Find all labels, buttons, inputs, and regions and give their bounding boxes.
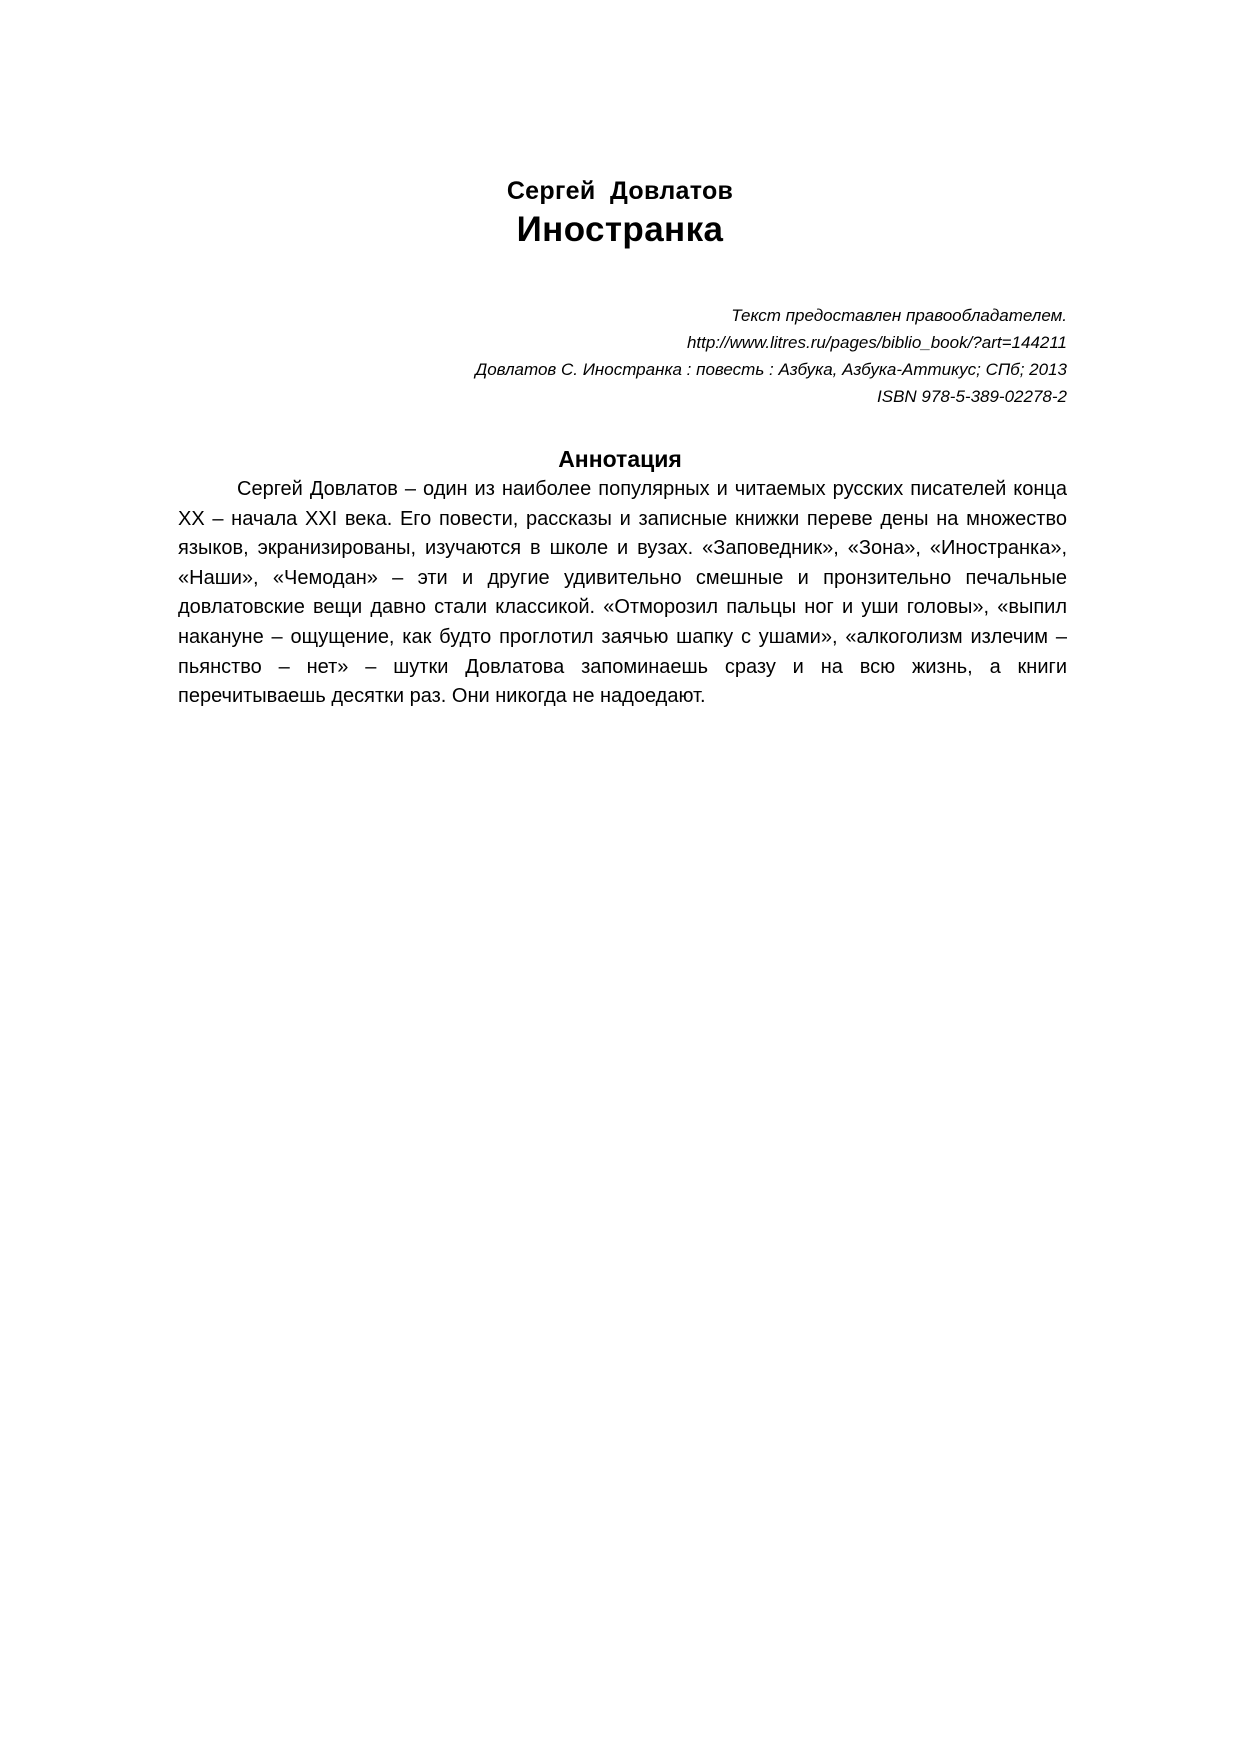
isbn: ISBN 978-5-389-02278-2 <box>877 387 1067 406</box>
source-info <box>178 302 1067 410</box>
annotation-text: Сергей Довлатов – один из наиболее популярных и читаемых русских писателей конца XX – начала XXI века. Его повести, рассказы и записные книжки переве дены на множество языков, экранизированы, изучаются в школе и вузах. «Заповедник», «Зона», «Иностранка», «Наши», «Чемодан» – эти и другие удивительно смешные и пронзительно печальные довлатовские вещи давно стали классикой. «Отморозил пальцы ног и уши головы», «выпил накануне – ощущение, как будто проглотил заячью шапку с ушами», «алкоголизм излечим – пьянство – нет» – шутки Довлатова запоминаешь сразу и на всю жизнь, а книги перечитываешь десятки раз. Они никогда не надоедают. <box>178 478 1067 708</box>
copyright-notice: Текст предоставлен правообладателем. <box>731 306 1067 325</box>
source-url: http://www.litres.ru/pages/biblio_book/?art=144211 <box>686 333 1067 352</box>
book-title: Иностранка <box>516 210 724 249</box>
title-block <box>178 174 1062 252</box>
author-name: Сергей Довлатов <box>506 177 734 205</box>
annotation-heading: Аннотация <box>558 446 682 472</box>
bibliographic-reference: Довлатов С. Иностранка : повесть : Азбука, Азбука-Аттикус; СПб; 2013 <box>475 360 1067 379</box>
